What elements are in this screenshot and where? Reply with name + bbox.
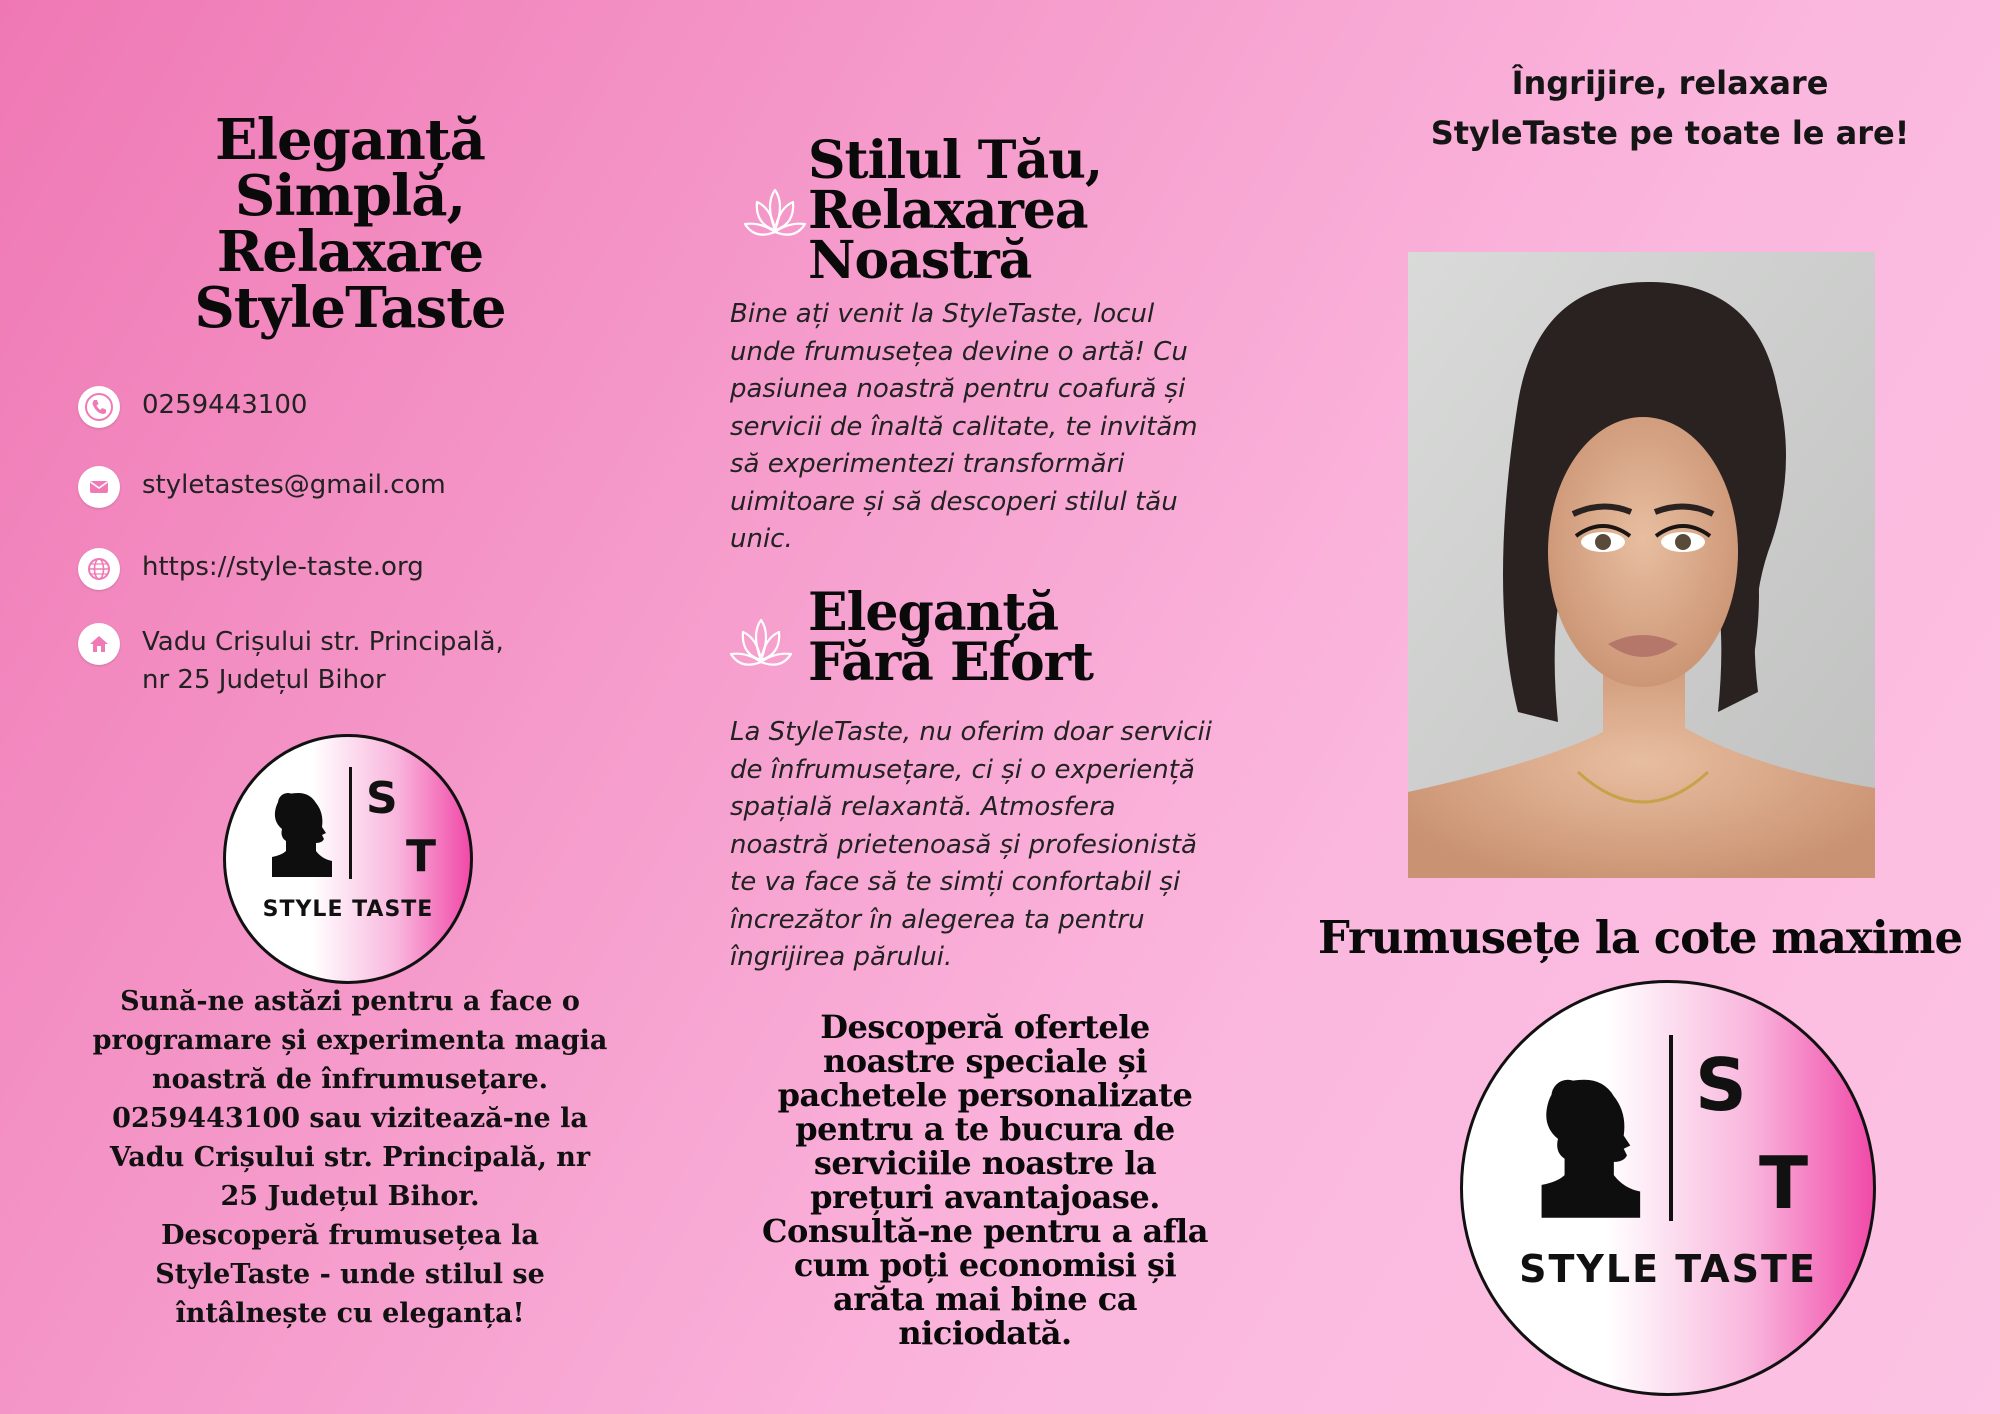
section2-body — [730, 714, 1260, 977]
offer-line: niciodată. — [898, 1314, 1072, 1352]
offer-line: arăta mai bine ca — [833, 1280, 1137, 1318]
section2-body-line: te va face să te simți confortabil și — [730, 867, 1181, 897]
phone-icon — [78, 386, 120, 428]
section2-title — [808, 582, 1094, 693]
offer-line: noastre speciale și — [823, 1042, 1147, 1080]
left-title — [120, 107, 580, 341]
section1-body-line: unic. — [730, 524, 793, 554]
contact-email — [78, 466, 638, 508]
woman-silhouette-icon — [1535, 1073, 1650, 1218]
offer-line: pentru a te bucura de — [795, 1110, 1175, 1148]
left-paragraph-line: StyleTaste - unde stilul se — [155, 1259, 545, 1290]
logo-small — [223, 734, 473, 984]
logo-divider — [349, 767, 352, 879]
address-line: Vadu Crișului str. Principală, — [142, 627, 504, 657]
logo-letter-t: T — [406, 831, 437, 882]
offer-line: Descoperă ofertele — [820, 1008, 1150, 1046]
left-paragraph-line: întâlnește cu eleganța! — [175, 1298, 525, 1329]
home-icon — [78, 623, 120, 665]
left-paragraph-line: programare și experimenta magia — [92, 1025, 608, 1056]
left-paragraph-line: Descoperă frumusețea la — [161, 1220, 539, 1251]
section2-body-line: noastră prietenoasă și profesionistă — [730, 829, 1197, 860]
left-title-line: Eleganță — [215, 107, 485, 173]
logo-large — [1460, 980, 1876, 1396]
lotus-icon — [742, 184, 808, 244]
section2-title-line: Eleganță — [808, 582, 1059, 643]
section1-body-line: pasiunea noastră pentru coafură și — [730, 374, 1186, 404]
offer-line: cum poți economisi și — [793, 1246, 1177, 1284]
section2-body-line: de înfrumusețare, ci și o experiență — [730, 754, 1195, 785]
email-icon — [78, 466, 120, 508]
left-title-line: StyleTaste — [194, 275, 506, 341]
lotus-icon — [728, 614, 794, 674]
address-text — [142, 623, 504, 699]
woman-silhouette-icon — [268, 789, 338, 877]
right-tagline-line: Îngrijire, relaxare — [1511, 64, 1829, 102]
section1-body-line: unde frumusețea devine o artă! Cu — [730, 336, 1188, 367]
section2-title-line: Fără Efort — [808, 632, 1094, 693]
offer-line: pachetele personalizate — [777, 1076, 1193, 1114]
logo-brand: STYLE TASTE — [262, 897, 434, 922]
section1-body-line: servicii de înaltă calitate, te invităm — [730, 411, 1198, 442]
right-subtitle: Frumusețe la cote maxime — [1317, 911, 1963, 964]
logo-letter-t: T — [1759, 1141, 1809, 1225]
phone-number[interactable]: 0259443100 — [142, 390, 308, 420]
section2-body-line: spațială relaxantă. Atmosfera — [730, 792, 1116, 822]
logo-divider — [1669, 1035, 1673, 1221]
left-paragraph-line: 0259443100 sau vizitează-ne la — [112, 1103, 588, 1134]
offer-line: serviciile noastre la — [813, 1144, 1157, 1182]
section1-title-line: Noastră — [808, 230, 1032, 291]
section2-body-line: îngrijirea părului. — [730, 942, 953, 972]
left-paragraph — [60, 982, 640, 1333]
left-title-line: Simplă, — [234, 163, 466, 229]
contact-phone — [78, 386, 638, 428]
contact-website — [78, 548, 638, 590]
left-paragraph-line: Vadu Crișului str. Principală, nr — [109, 1142, 591, 1173]
section1-title-line: Stilul Tău, — [808, 130, 1103, 191]
section2-body-line: La StyleTaste, nu oferim doar servicii — [730, 717, 1213, 747]
section1-body-line: Bine ați venit la StyleTaste, locul — [730, 299, 1155, 329]
offer-paragraph — [725, 1010, 1245, 1350]
email-address[interactable]: styletastes@gmail.com — [142, 470, 446, 500]
model-photo — [1408, 252, 1875, 878]
section1-title — [808, 130, 1103, 291]
right-tagline-line: StyleTaste pe toate le are! — [1430, 114, 1910, 152]
section1-body-line: să experimentezi transformări — [730, 449, 1125, 479]
address-line: nr 25 Județul Bihor — [142, 665, 386, 695]
globe-icon — [78, 548, 120, 590]
left-paragraph-line: 25 Județul Bihor. — [220, 1181, 480, 1212]
left-paragraph-line: Sună-ne astăzi pentru a face o — [120, 986, 580, 1017]
section1-body — [730, 296, 1250, 559]
section1-body-line: uimitoare și să descoperi stilul tău — [730, 486, 1178, 517]
logo-letter-s: S — [1695, 1043, 1747, 1127]
logo-brand: STYLE TASTE — [1519, 1247, 1817, 1291]
offer-line: Consultă-ne pentru a afla — [762, 1212, 1208, 1250]
left-title-line: Relaxare — [216, 219, 484, 285]
logo-letter-s: S — [366, 773, 398, 824]
website-link[interactable]: https://style-taste.org — [142, 552, 424, 582]
section2-body-line: încrezător în alegerea ta pentru — [730, 904, 1145, 935]
right-tagline — [1390, 58, 1950, 158]
contact-address — [78, 623, 638, 699]
section1-title-line: Relaxarea — [808, 180, 1088, 241]
left-paragraph-line: noastră de înfrumusețare. — [151, 1064, 549, 1095]
offer-line: prețuri avantajoase. — [810, 1178, 1160, 1216]
